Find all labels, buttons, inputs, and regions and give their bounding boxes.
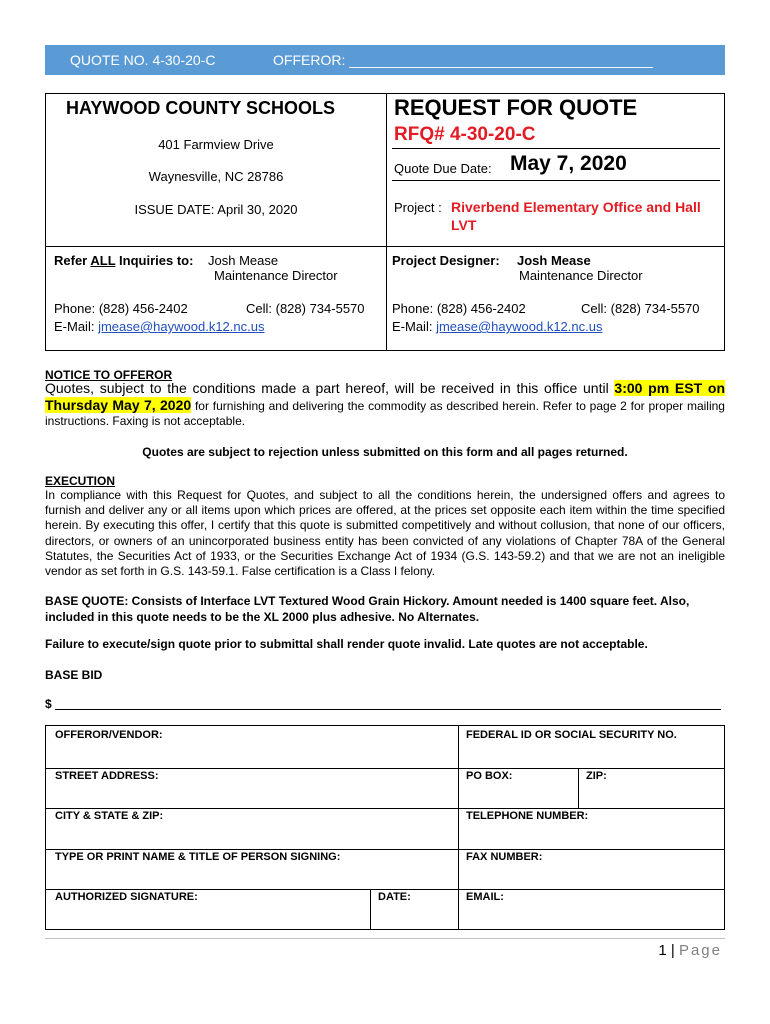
page-number-value: 1 [658,942,667,959]
inquiries-email-link[interactable]: jmease@haywood.k12.nc.us [98,319,265,334]
project-label: Project : [394,200,442,215]
execution-heading: EXECUTION [45,474,116,488]
execution-paragraph: In compliance with this Request for Quotes, and subject to all the conditions herein, the undersigned offers and agrees to furnish and deliver any or all items upon which prices are offered, at the prices set opposite each item within the time specified herein. By executing this offer, I certify that this quote is submitted competitively and without collusion, that none of our officers, directors, or owners of an unincorporated business entity has been convicted of any violations of Chapter 78A of the General Statutes, the Securities Act of 1933, or the Securities Exchange Act of 1934 (G.S. 143-59.2) and that we are not an ineligible vendor as set forth in G.S. 143-59.1. False certification is a Class I felony. [45,488,725,579]
designer-label: Project Designer: [392,253,500,268]
rejection-notice: Quotes are subject to rejection unless submitted on this form and all pages returned. [142,445,628,459]
offeror-field[interactable]: OFFEROR: _______________________________________ [273,52,653,68]
inquiries-email-label: E-Mail: [54,319,99,334]
school-address-line1: 401 Farmview Drive [158,137,274,152]
failure-notice: Failure to execute/sign quote prior to submittal shall render quote invalid. Late quotes are not acceptable. [45,637,648,651]
header-box [45,93,725,351]
federal-id-label: FEDERAL ID OR SOCIAL SECURITY NO. [466,729,677,741]
page-separator: | [666,942,679,959]
vendor-form-table [45,725,725,930]
quote-banner [45,45,725,75]
inquiries-contact-title: Maintenance Director [214,268,338,283]
base-quote-scope: BASE QUOTE: Consists of Interface LVT Textured Wood Grain Hickory. Amount needed is 1400 square feet. Also, included in this quote needs to be the XL 2000 plus adhesive. No Alternates. [45,594,690,624]
inquiries-email-row [54,319,264,334]
notice-heading: NOTICE TO OFFEROR [45,368,173,382]
deadline-date: Thursday May 7, 2020 [45,396,192,413]
designer-title: Maintenance Director [519,268,643,283]
signature-label: AUTHORIZED SIGNATURE: [55,891,198,903]
notice-rest: for furnishing and delivering the commodity as described herein. Refer to page 2 for proper mailing instructions. Faxing is not acceptable. [45,398,725,428]
inquiries-phone: Phone: (828) 456-2402 [54,301,188,316]
inquiries-contact-name: Josh Mease [208,253,279,268]
page-number [600,942,722,959]
inquiries-cell: Cell: (828) 734-5570 [246,301,365,316]
inquiries-label [54,253,193,268]
designer-cell: Cell: (828) 734-5570 [581,301,700,316]
base-bid-label: BASE BID [45,668,103,682]
street-address-label: STREET ADDRESS: [55,770,159,782]
deadline-time: 3:00 pm EST on [614,380,725,396]
rfq-rule [392,148,720,149]
inquiries-label-suffix: Inquiries to: [115,253,194,268]
print-name-label: TYPE OR PRINT NAME & TITLE OF PERSON SIGNING: [55,851,341,863]
offeror-vendor-label: OFFEROR/VENDOR: [55,729,163,741]
zip-label: ZIP: [586,770,607,782]
header-divider-vertical [386,94,387,351]
telephone-label: TELEPHONE NUMBER: [466,810,589,822]
designer-phone: Phone: (828) 456-2402 [392,301,526,316]
project-value: Riverbend Elementary Office and Hall LVT [451,199,701,233]
po-box-label: PO BOX: [466,770,513,782]
page-word: Page [678,942,722,959]
dollar-sign: $ [45,697,52,711]
inquiries-label-all: ALL [90,253,116,268]
issue-date: ISSUE DATE: April 30, 2020 [134,202,298,217]
due-date-label: Quote Due Date: [394,161,492,176]
fax-label: FAX NUMBER: [466,851,543,863]
designer-email-link[interactable]: jmease@haywood.k12.nc.us [436,319,603,334]
email-label: EMAIL: [466,891,504,903]
designer-email-row [392,319,602,334]
due-date-rule [392,180,720,181]
date-label: DATE: [378,891,411,903]
due-date-value: May 7, 2020 [510,152,627,175]
quote-number: QUOTE NO. 4-30-20-C [70,52,216,68]
notice-paragraph [45,381,725,430]
rfq-number: RFQ# 4-30-20-C [394,124,536,145]
designer-email-label: E-Mail: [392,319,437,334]
base-bid-amount-field[interactable] [55,709,721,710]
school-address-line2: Waynesville, NC 28786 [148,169,284,184]
rfq-title: REQUEST FOR QUOTE [394,95,638,120]
notice-lead: Quotes, subject to the conditions made a part hereof, will be received in this office until [45,380,615,396]
designer-name: Josh Mease [517,253,591,268]
footer-rule [45,938,725,939]
city-state-zip-label: CITY & STATE & ZIP: [55,810,164,822]
inquiries-label-prefix: Refer [54,253,91,268]
school-name: HAYWOOD COUNTY SCHOOLS [66,98,336,118]
header-divider-horizontal [46,246,725,247]
